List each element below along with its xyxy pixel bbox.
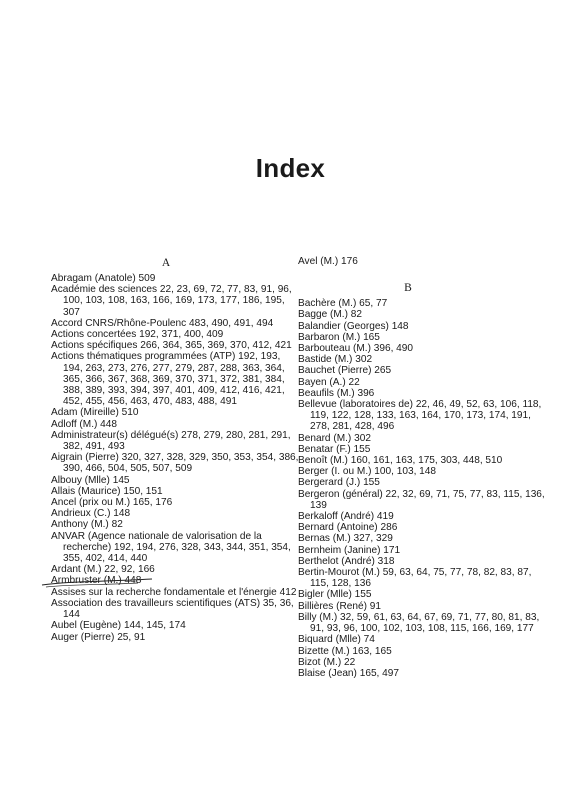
section-letter-b: B <box>404 282 412 295</box>
index-entry: Balandier (Georges) 148 <box>298 320 409 332</box>
index-entry: Andrieux (C.) 148 <box>51 508 131 520</box>
index-entry: Adam (Mireille) 510 <box>51 407 139 419</box>
index-entry: Biquard (Mlle) 74 <box>298 634 375 646</box>
index-entry: Bertin-Mourot (M.) 59, 63, 64, 75, 77, 78, 82, 83, 87, 115, 128, 136 <box>298 567 532 590</box>
index-entry: Bayen (A.) 22 <box>298 376 360 388</box>
index-entry: Actions thématiques programmées (ATP) 192, 193, 194, 263, 273, 276, 277, 279, 287, 288, 363, 364, 365, 366, 367, 368, 369, 370, 371, 372, 381, 384, 388, 389, 393, 394, 397, 401, 409, 412, 416, 421, 452, 455, 456, 463, 470, 483, 488, 491 <box>51 351 285 408</box>
index-entry: Bauchet (Pierre) 265 <box>298 365 392 377</box>
index-entry: Barbaron (M.) 165 <box>298 331 380 343</box>
index-entry: Berkaloff (André) 419 <box>298 511 394 523</box>
section-letter-a: A <box>161 257 171 269</box>
index-entry: Bachère (M.) 65, 77 <box>298 298 388 310</box>
index-entry: Actions concertées 192, 371, 400, 409 <box>51 329 224 341</box>
index-entry: Ardant (M.) 22, 92, 166 <box>51 564 155 576</box>
index-entry: Bastide (M.) 302 <box>298 354 373 366</box>
index-entry: Bergeron (général) 22, 32, 69, 71, 75, 77, 83, 115, 136, 139 <box>298 488 545 511</box>
index-entry: Accord CNRS/Rhône-Poulenc 483, 490, 491, 494 <box>51 317 274 329</box>
index-entry: Barbouteau (M.) 396, 490 <box>298 343 414 355</box>
index-column-right <box>298 256 548 679</box>
index-entry: Allais (Maurice) 150, 151 <box>51 485 163 497</box>
index-entry: Albouy (Mlle) 145 <box>51 474 130 486</box>
index-entry: Benatar (F.) 155 <box>298 443 371 455</box>
index-entry: Bellevue (laboratoires de) 22, 46, 49, 52, 63, 106, 118, 119, 122, 128, 133, 163, 164, 170, 173, 174, 191, 278, 281, 428, 496 <box>298 399 542 433</box>
index-entry: Ancel (prix ou M.) 165, 176 <box>51 497 173 509</box>
index-entry: Billières (René) 91 <box>298 600 382 612</box>
index-entry: ANVAR (Agence nationale de valorisation de la recherche) 192, 194, 276, 328, 343, 344, 351, 354, 355, 402, 414, 440 <box>51 530 291 565</box>
index-entry: Association des travailleurs scientifiques (ATS) 35, 36, 144 <box>51 597 294 621</box>
index-entry: Billy (M.) 32, 59, 61, 63, 64, 67, 69, 71, 77, 80, 81, 83, 91, 93, 96, 100, 102, 103, 108, 115, 166, 169, 177 <box>298 611 540 635</box>
index-entry: Avel (M.) 176 <box>298 256 358 267</box>
index-entry: Auger (Pierre) 25, 91 <box>51 631 146 643</box>
page-title: Index <box>255 153 326 183</box>
index-entry: Adloff (M.) 448 <box>51 418 118 430</box>
index-entry: Benard (M.) 302 <box>298 432 371 444</box>
index-entry: Bagge (M.) 82 <box>298 309 362 321</box>
index-entry: Administrateur(s) délégué(s) 278, 279, 280, 281, 291, 382, 491, 493 <box>51 429 291 453</box>
index-entry: Bizot (M.) 22 <box>298 656 356 668</box>
index-entry: Berthelot (André) 318 <box>298 555 395 567</box>
index-entry: Bergerard (J.) 155 <box>298 477 380 489</box>
index-entry: Abragam (Anatole) 509 <box>51 273 156 284</box>
index-entry: Aubel (Eugène) 144, 145, 174 <box>51 620 186 632</box>
index-entry: Armbruster (M.) 448 <box>51 575 142 587</box>
index-column-left <box>51 256 301 643</box>
index-entry: Bernard (Antoine) 286 <box>298 522 398 534</box>
index-entry: Bizette (M.) 163, 165 <box>298 645 392 657</box>
index-entry: Assises sur la recherche fondamentale et l'énergie 412 <box>51 586 297 598</box>
index-entry: Académie des sciences 22, 23, 69, 72, 77, 83, 91, 96, 100, 103, 108, 163, 166, 169, 173, 177, 186, 195, 307 <box>51 284 292 318</box>
index-entry: Beaufils (M.) 396 <box>298 387 375 399</box>
index-entry: Aigrain (Pierre) 320, 327, 328, 329, 350, 353, 354, 386, 390, 466, 504, 505, 507, 509 <box>51 452 299 475</box>
index-entry: Bernheim (Janine) 171 <box>298 544 401 556</box>
index-entry: Anthony (M.) 82 <box>51 519 123 531</box>
index-entry: Bigler (Mlle) 155 <box>298 589 372 601</box>
index-entry: Benoît (M.) 160, 161, 163, 175, 303, 448, 510 <box>298 455 503 467</box>
index-entry: Bernas (M.) 327, 329 <box>298 533 393 545</box>
index-entry: Berger (I. ou M.) 100, 103, 148 <box>298 466 437 478</box>
index-entry: Blaise (Jean) 165, 497 <box>298 667 400 679</box>
index-entry: Actions spécifiques 266, 364, 365, 369, 370, 412, 421 <box>51 340 292 352</box>
